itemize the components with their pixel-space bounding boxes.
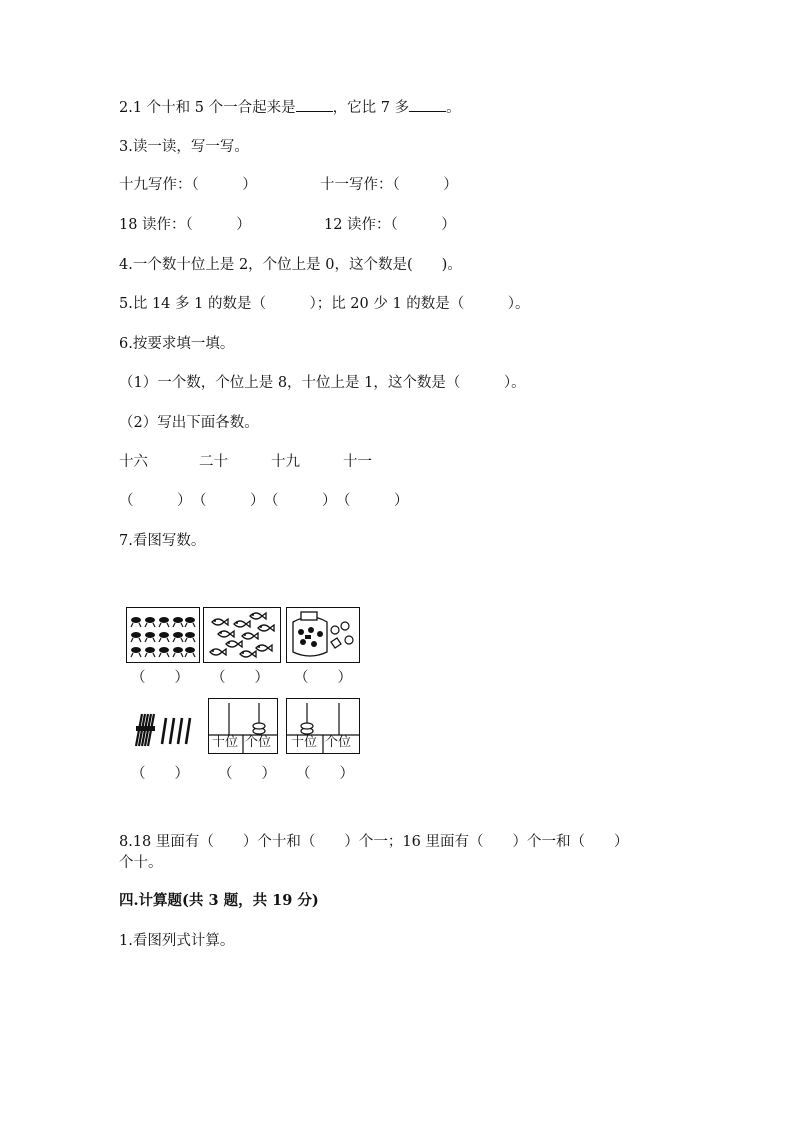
abacus-1: [208, 698, 278, 754]
q3-row1-a: 十九写作：（ ）: [119, 177, 257, 193]
picture-fish-box: [203, 607, 281, 663]
question-3-title: 3.读一读，写一写。: [119, 139, 249, 155]
q3-row1-b: 十一写作：（ ）: [320, 177, 458, 193]
picture-sticks: [130, 710, 200, 750]
animals-icon: [127, 608, 199, 662]
q6-sub-2: （2）写出下面各数。: [119, 415, 259, 431]
abacus-1-ones-label: 个位: [245, 735, 272, 750]
picture-animals-box: [126, 607, 200, 663]
q7-answer-6[interactable]: （ ）: [296, 766, 354, 782]
q7-answer-1[interactable]: （ ）: [131, 670, 189, 686]
question-8-line-2: 个十。: [119, 855, 163, 871]
q6-answer-4[interactable]: （ ）: [336, 493, 409, 509]
q2-text-a: 2.1 个十和 5 个一合起来是: [119, 100, 296, 116]
q2-text-c: 。: [446, 100, 461, 116]
toy-bag-icon: [287, 608, 359, 662]
q7-answer-4[interactable]: （ ）: [131, 766, 189, 782]
q7-answer-5[interactable]: （ ）: [218, 766, 276, 782]
q2-blank-1[interactable]: [296, 97, 333, 112]
q6-word-2: 二十: [199, 454, 228, 470]
question-8-line-1: 8.18 里面有（ ）个十和（ ）个一；16 里面有（ ）个一和（ ）: [119, 834, 629, 850]
q6-answer-1[interactable]: （ ）: [119, 493, 192, 509]
question-2: [119, 97, 461, 118]
q6-sub-1: （1）一个数，个位上是 8，十位上是 1，这个数是（ ）。: [119, 375, 526, 391]
section-4-heading: 四.计算题(共 3 题，共 19 分): [119, 892, 319, 909]
q3-row2-b: 12 读作：（ ）: [324, 217, 456, 233]
abacus-2-tens-label: 十位: [291, 735, 318, 750]
q6-word-3: 十九: [271, 454, 300, 470]
abacus-2: [286, 698, 360, 754]
q6-word-4: 十一: [343, 454, 372, 470]
question-4: 4.一个数十位上是 2，个位上是 0，这个数是( )。: [119, 257, 462, 273]
fish-icon: [204, 608, 280, 662]
q6-answer-2[interactable]: （ ）: [192, 493, 265, 509]
q2-text-b: ，它比 7 多: [332, 100, 410, 116]
picture-toys-box: [286, 607, 360, 663]
question-5: 5.比 14 多 1 的数是（ ）；比 20 少 1 的数是（ ）。: [119, 296, 530, 312]
sticks-bundle-icon: [130, 710, 200, 750]
q6-answer-3[interactable]: （ ）: [264, 493, 337, 509]
q6-word-1: 十六: [119, 454, 148, 470]
calc-question-1: 1.看图列式计算。: [119, 933, 235, 949]
q3-row2-a: 18 读作：（ ）: [119, 217, 251, 233]
q7-answer-3[interactable]: （ ）: [294, 670, 352, 686]
question-7-title: 7.看图写数。: [119, 533, 206, 549]
q2-blank-2[interactable]: [409, 97, 446, 112]
abacus-1-tens-label: 十位: [212, 735, 239, 750]
abacus-2-ones-label: 个位: [325, 735, 352, 750]
q7-answer-2[interactable]: （ ）: [211, 670, 269, 686]
question-6-title: 6.按要求填一填。: [119, 336, 235, 352]
